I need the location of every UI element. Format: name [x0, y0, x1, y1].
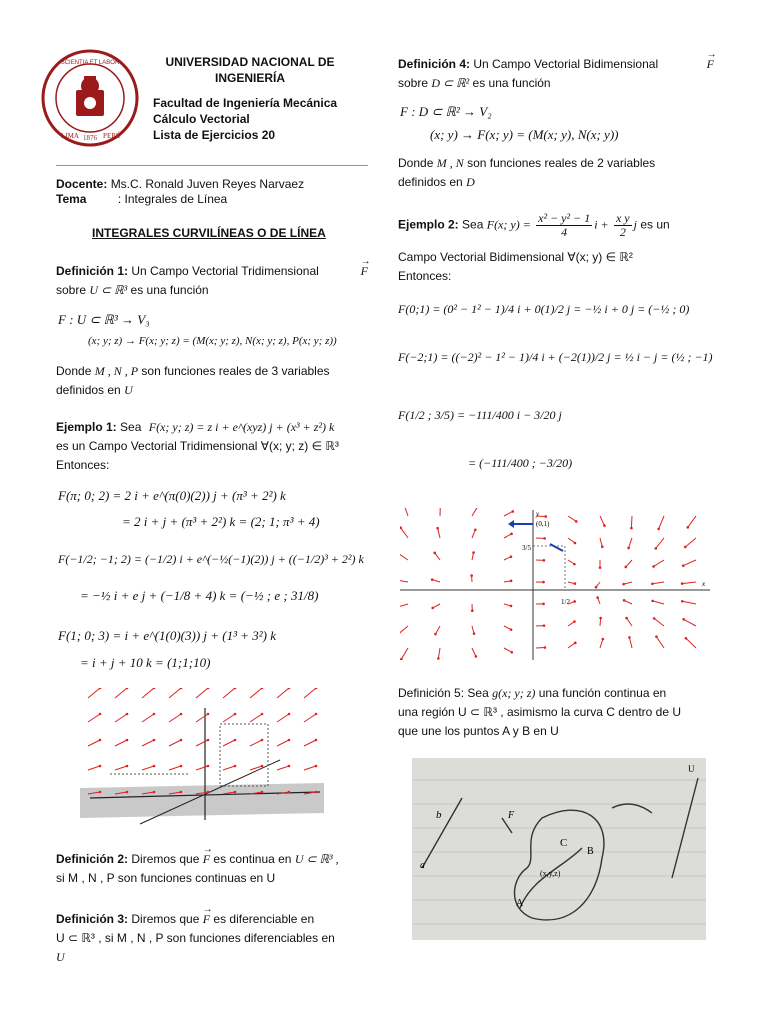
ex1-eval-1b: = 2 i + j + (π³ + 2²) k = (2; 1; π³ + 4): [122, 514, 320, 529]
field-arrow-head: [436, 527, 439, 530]
field-arrow-head: [99, 713, 102, 716]
field-arrow-head: [180, 791, 183, 794]
photo-label-B: B: [587, 846, 594, 857]
field-arrow-head: [685, 637, 688, 640]
def1-text: Un Campo Vectorial Tridimensional: [131, 264, 319, 278]
field-arrow-head: [99, 765, 102, 768]
field-arrow-head: [625, 617, 628, 620]
course: Cálculo Vectorial: [153, 112, 250, 126]
field-arrow-head: [288, 791, 291, 794]
field-arrow-head: [315, 713, 318, 716]
field-arrow-head: [575, 520, 578, 523]
field-arrow: [654, 560, 664, 566]
field-arrow-head: [542, 581, 545, 584]
field-arrow-head: [472, 551, 475, 554]
field-arrow-head: [99, 739, 102, 742]
field-arrow: [438, 648, 440, 658]
field-arrow: [656, 538, 664, 548]
field-arrow-head: [574, 642, 577, 645]
field-arrow-head: [682, 618, 685, 621]
ex1-eval-3a: F(1; 0; 3) = i + e^(1(0)(3)) j + (1³ + 3²) k: [58, 628, 277, 643]
teacher-label: Docente:: [56, 177, 108, 191]
field-arrow-head: [234, 739, 237, 742]
field-arrow-head: [153, 739, 156, 742]
2d-vector-field-plot: [400, 508, 710, 660]
definition-4: Definición 4: Un Campo Vectorial Bidimensional → F sobre D ⊂ ℝ² es una función: [398, 55, 718, 93]
field-arrow-head: [652, 565, 655, 568]
field-arrow: [472, 508, 477, 516]
field-arrow-head: [573, 563, 576, 566]
plot-y-label: y: [536, 510, 540, 518]
field-arrow-head: [207, 739, 210, 742]
header-rule: [56, 165, 368, 166]
field-arrow: [656, 637, 664, 648]
plot-point-01: (0,1): [536, 520, 550, 528]
field-arrow-head: [261, 765, 264, 768]
field-arrow-head: [654, 547, 657, 550]
field-arrow-head: [315, 765, 318, 768]
example-2: Ejemplo 2: Sea F(x; y) = $\frac{\text{x² − y² − 1}}{4}$ i + $\frac{\text{x y}}{2}$ j es un: [398, 211, 670, 239]
field-arrow-head: [234, 765, 237, 768]
field-arrow-head: [207, 791, 210, 794]
field-arrow-head: [510, 533, 513, 536]
example-2-cont: Campo Vectorial Bidimensional ∀(x; y) ∈ ℝ² Entonces:: [398, 250, 633, 283]
field-arrow-head: [651, 582, 654, 585]
field-arrow-head: [473, 632, 476, 635]
field-arrow: [504, 511, 513, 516]
field-arrow-head: [622, 583, 625, 586]
field-arrow: [438, 528, 440, 538]
donde-2: Donde M , N son funciones reales de 2 variables definidos en D: [398, 156, 656, 189]
ex1-eval-2a: F(−1/2; −1; 2) = (−1/2) i + e^(−½(−1)(2)) j + ((−1/2)³ + 2²) k: [58, 552, 364, 566]
faculty: Facultad de Ingeniería Mecánica: [153, 96, 338, 110]
field-arrow: [435, 553, 440, 560]
field-arrow-head: [126, 739, 129, 742]
exercise-list: Lista de Ejercicios 20: [153, 128, 276, 142]
field-arrow-head: [431, 578, 434, 581]
field-arrow: [403, 508, 408, 516]
ex1-eval-2b: = −½ i + e j + (−1/8 + 4) k = (−½ ; e ; 31/8): [80, 588, 319, 603]
ex2-eval-3b: = (−111/400 ; −3/20): [468, 456, 573, 470]
donde-1: Donde M , N , P son funciones reales de 3 variables definidos en U: [56, 364, 330, 397]
field-arrow-head: [126, 765, 129, 768]
field-arrow-head: [474, 528, 477, 531]
field-arrow: [626, 560, 632, 567]
field-arrow-head: [207, 765, 210, 768]
field-arrow: [685, 538, 696, 547]
field-arrow-head: [686, 526, 689, 529]
field-arrow-head: [544, 646, 547, 649]
field-arrow-head: [601, 545, 604, 548]
field-arrow-head: [651, 600, 654, 603]
field-arrow-head: [544, 515, 547, 518]
field-arrow: [400, 580, 408, 582]
field-arrow-head: [207, 713, 210, 716]
field-arrow-head: [510, 555, 513, 558]
field-arrow: [400, 554, 408, 560]
field-arrow-head: [180, 765, 183, 768]
field-arrow: [568, 516, 576, 521]
ex1-eval-1a: F(π; 0; 2) = 2 i + e^(π(0)(2)) j + (π³ + 2²) k: [58, 488, 286, 503]
field-arrow-head: [543, 537, 546, 540]
field-arrow-head: [180, 739, 183, 742]
field-arrow: [436, 626, 440, 634]
field-arrow-head: [471, 609, 474, 612]
ex1-eval-3b: = i + j + 10 k = (1;1;10): [80, 655, 211, 670]
field-arrow: [659, 516, 664, 529]
field-arrow-head: [510, 628, 513, 631]
field-arrow-head: [433, 552, 436, 555]
university-name: UNIVERSIDAD NACIONAL DE INGENIERÍA: [165, 55, 335, 85]
field-arrow-head: [315, 791, 318, 794]
field-arrow-head: [682, 564, 685, 567]
3d-vector-field-figure: [80, 688, 324, 826]
field-arrow-head: [599, 617, 602, 620]
field-arrow: [600, 516, 604, 526]
field-arrow: [600, 639, 603, 648]
field-arrow-head: [261, 739, 264, 742]
svg-text:PERÚ: PERÚ: [103, 132, 121, 140]
field-arrow: [401, 528, 408, 538]
field-arrow: [568, 643, 575, 648]
field-arrow-head: [126, 713, 129, 716]
topic-line: [56, 192, 227, 206]
field-arrow-head: [542, 603, 545, 606]
field-arrow-head: [681, 600, 684, 603]
field-arrow-head: [627, 547, 630, 550]
field-arrow: [400, 604, 408, 607]
field-arrow-head: [573, 600, 576, 603]
field-arrow-head: [543, 559, 546, 562]
field-arrow: [624, 600, 632, 604]
field-arrow: [683, 560, 696, 566]
plot-tick-12: 1/2: [561, 598, 570, 606]
ex2-eval-1: F(0;1) = (0² − 1² − 1)/4 i + 0(1)/2 j = −½ i + 0 j = (−½ ; 0): [398, 302, 690, 316]
field-arrow-head: [543, 624, 546, 627]
photo-label-xyz: (x,y,z): [540, 869, 561, 878]
photo-label-b: b: [436, 809, 442, 821]
field-arrow-head: [655, 635, 658, 638]
field-arrow-head: [470, 574, 473, 577]
field-arrow-head: [288, 739, 291, 742]
field-arrow: [686, 638, 696, 648]
field-arrow: [682, 582, 696, 584]
field-arrow-head: [596, 596, 599, 599]
photo-label-u: U: [688, 764, 695, 774]
field-arrow-head: [434, 633, 437, 636]
field-arrow: [401, 648, 408, 659]
field-arrow-head: [261, 713, 264, 716]
field-arrow-head: [653, 617, 656, 620]
field-arrow-head: [623, 599, 626, 602]
field-arrow: [684, 619, 696, 626]
def1-map2: (x; y; z) → F(x; y; z) = (M(x; y; z), N(x; y; z), P(x; y; z)): [88, 335, 337, 347]
field-arrow-head: [234, 791, 237, 794]
svg-text:SCIENTIA ET LABOR: SCIENTIA ET LABOR: [60, 60, 120, 66]
field-arrow: [629, 637, 632, 648]
field-arrow-head: [437, 657, 440, 660]
field-arrow-head: [574, 582, 577, 585]
topic: : Integrales de Línea: [117, 192, 228, 206]
def1-es-funcion: es una función: [130, 283, 209, 297]
field-arrow-head: [573, 620, 576, 623]
def4-map: F : D ⊂ ℝ² → V₂: [400, 104, 492, 119]
example-1: Ejemplo 1: Sea F(x; y; z) = z i + e^(xyz) j + (x³ + z²) k es un Campo Vectorial Tridimensional ∀(x; y; z) ∈ ℝ³ Entonces:: [56, 420, 339, 472]
field-arrow-head: [315, 739, 318, 742]
field-arrow-head: [288, 765, 291, 768]
field-arrow-head: [234, 713, 237, 716]
field-arrow: [652, 582, 664, 584]
field-arrow: [472, 648, 476, 656]
field-arrow: [504, 648, 512, 652]
field-arrow: [688, 516, 696, 527]
field-arrow-head: [510, 580, 513, 583]
field-arrow-head: [511, 510, 514, 513]
ex2-eval-2: F(−2;1) = ((−2)² − 1² − 1)/4 i + (−2(1))/2 j = ½ i − j = (½ ; −1): [398, 350, 713, 364]
svg-text:1876: 1876: [83, 134, 97, 142]
field-arrow: [629, 538, 632, 548]
photo-label-c: C: [560, 837, 568, 849]
field-arrow-head: [624, 566, 627, 569]
field-arrow: [653, 601, 664, 604]
field-arrow-head: [603, 524, 606, 527]
field-arrow-head: [180, 713, 183, 716]
def1-label: Definición 1:: [56, 264, 129, 278]
curve-sketch-photo: [412, 758, 706, 940]
uni-logo: [40, 48, 140, 148]
field-arrow-head: [630, 527, 633, 530]
field-arrow-head: [595, 586, 598, 589]
field-arrow: [472, 530, 475, 538]
plot-x-label: x: [702, 580, 706, 588]
field-arrow: [600, 538, 602, 547]
def1-sobre: sobre: [56, 283, 87, 297]
section-title: INTEGRALES CURVILÍNEAS O DE LÍNEA: [92, 226, 326, 240]
field-arrow-head: [153, 791, 156, 794]
field-arrow-head: [475, 655, 478, 658]
svg-text:LIMA: LIMA: [61, 132, 79, 140]
field-arrow-head: [574, 542, 577, 545]
field-arrow-head: [431, 607, 434, 610]
topic-label: Tema: [56, 192, 87, 206]
field-arrow-head: [510, 605, 513, 608]
def4-map2: (x; y) → F(x; y) = (M(x; y), N(x; y)): [430, 127, 619, 142]
field-arrow-head: [511, 651, 514, 654]
field-arrow: [400, 626, 408, 634]
photo-label-a: a: [420, 860, 425, 871]
field-arrow-head: [153, 713, 156, 716]
definition-1: Definición 1: Un Campo Vectorial Tridimensional → F sobre U ⊂ ℝ³ es una función: [56, 262, 372, 300]
field-arrow-head: [684, 546, 687, 549]
teacher-name: Ms.C. Ronald Juven Reyes Narvaez: [110, 177, 305, 191]
definition-3: Definición 3: Diremos que → F es diferenciable en U ⊂ ℝ³ , si M , N , P son funciones diferenciables en U: [56, 910, 372, 967]
plot-tick-35: 3/5: [522, 544, 531, 552]
field-arrow-head: [153, 765, 156, 768]
field-arrow-head: [126, 791, 129, 794]
def1-map: F : U ⊂ ℝ³ → V₃: [58, 312, 150, 327]
ex2-eval-3: F(1/2 ; 3/5) = −111/400 i − 3/20 j: [398, 408, 562, 422]
field-arrow-head: [681, 582, 684, 585]
field-arrow-head: [602, 638, 605, 641]
field-arrow-head: [288, 713, 291, 716]
definition-2: Definición 2: Diremos que → F es continua en U ⊂ ℝ³ , si M , N , P son funciones continuas en U: [56, 850, 372, 888]
field-arrow-head: [657, 528, 660, 531]
field-arrow: [682, 601, 696, 604]
field-arrow: [627, 618, 632, 626]
photo-label-f: F: [508, 810, 515, 821]
photo-label-A: A: [516, 898, 524, 909]
field-arrow-head: [628, 636, 631, 639]
field-arrow-head: [599, 566, 602, 569]
field-arrow-head: [99, 791, 102, 794]
field-arrow: [654, 618, 664, 626]
field-arrow-head: [261, 791, 264, 794]
teacher-line: [56, 177, 304, 191]
field-arrow: [631, 516, 632, 528]
definition-5: Definición 5: Sea g(x; y; z) una función continua en una región U ⊂ ℝ³ , asimismo la curva C dentro de U que une los puntos A y B en U: [398, 686, 682, 738]
